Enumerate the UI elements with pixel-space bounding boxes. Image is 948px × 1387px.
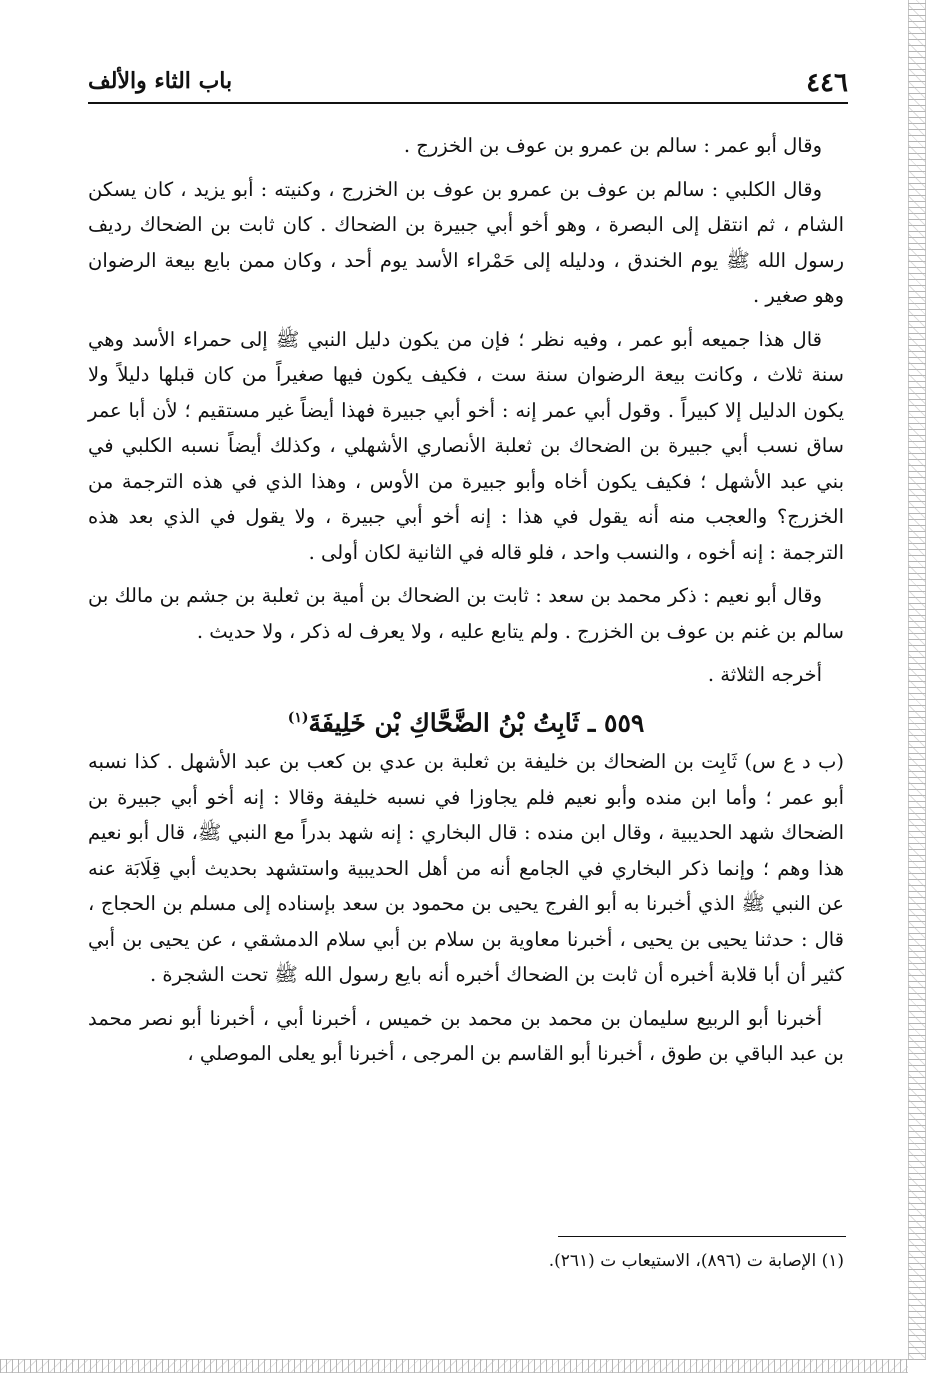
footnote-marker: (١)	[287, 709, 309, 726]
paragraph: وقال أبو نعيم : ذكر محمد بن سعد : ثابت بن الضحاك بن أمية بن ثعلبة بن جشم بن مالك بن سالم بن غنم بن عوف بن الخزرج . ولم يتابع عليه ، ولا يعرف له ذكر ، ولا حديث .	[88, 584, 844, 643]
main-text	[88, 128, 844, 1080]
paragraph: أخبرنا أبو الربيع سليمان بن محمد بن محمد بن خميس ، أخبرنا أبي ، أخبرنا أبو نصر محمد بن عبد الباقي بن طوق ، أخبرنا أبو القاسم بن المرجى ، أخبرنا أبو يعلى الموصلي ،	[88, 1006, 844, 1066]
chapter-title: باب الثاء والألف	[88, 68, 233, 94]
paragraph: (ب د ع س) ثَابِت بن الضحاك بن خليفة بن ثعلبة بن عدي بن كعب بن عبد الأشهل . كذا نسبه أبو عمر ؛ وأما ابن منده وأبو نعيم فلم يجاوزا في نسبه خليفة وقالا : إنه أخو أبي جبيرة بن الضحاك شهد الحديبية ، وقال ابن منده : قال البخاري : إنه شهد بدراً مع النبي ﷺ، قال أبو نعيم هذا وهم ؛ وإنما ذكر البخاري في الجامع أنه من أهل الحديبية واستشهد بحديث أبي قِلَابَة عنه عن النبي ﷺ الذي أخبرنا به أبو الفرج يحيى بن محمود بن سعد بإسناده إلى مسلم بن الحجاج ، قال : حدثنا يحيى بن يحيى ، أخبرنا معاوية بن سلام بن أبي سلام الدمشقي ، عن يحيى بن أبي كثير أن أبا قلابة أخبره أن ثابت بن الضحاك أخبره أنه بايع رسول الله ﷺ تحت الشجرة .	[88, 750, 844, 987]
paragraph: قال هذا جميعه أبو عمر ، وفيه نظر ؛ فإن من يكون دليل النبي ﷺ إلى حمراء الأسد وهي سنة ثلاث ، وكانت بيعة الرضوان سنة ست ، فكيف يكون فيها صغيراً من كان قبلها دليلاً ولا يكون الدليل إلا كبيراً . وقول أبي عمر إنه : أخو أبي جبيرة فهذا أيضاً غير مستقيم ؛ لأن أبا عمر ساق نسب أبي جبيرة بن الضحاك بن ثعلبة الأنصاري الأشهلي ، وكذلك أيضاً نسبه الكلبي في بني عبد الأشهل ؛ فكيف يكون أخاه وأبو جبيرة من الأوس ، وهذا الذي في هذه الترجمة من الخزرج؟ والعجب منه أنه يقول في هذا : إنه أخو أبي جبيرة ، ولا يقول في الذي بعد هذه الترجمة : إنه أخوه ، والنسب واحد ، فلو قاله في الثانية لكان أولى .	[88, 327, 844, 564]
entry-heading	[88, 701, 844, 741]
decorative-border-right	[908, 0, 926, 1360]
page-number: ٤٤٦	[806, 68, 848, 98]
footnote: (١) الإصابة ت (٨٩٦)، الاستيعاب ت (٢٦١).	[548, 1251, 844, 1271]
paragraph: وقال أبو عمر : سالم بن عمرو بن عوف بن الخزرج .	[403, 134, 822, 157]
page-header	[88, 66, 848, 104]
decorative-border-bottom	[0, 1359, 908, 1373]
paragraph: أخرجه الثلاثة .	[707, 663, 822, 686]
paragraph: وقال الكلبي : سالم بن عوف بن عمرو بن عوف بن الخزرج ، وكنيته : أبو يزيد ، كان يسكن الشام ، ثم انتقل إلى البصرة ، وهو أخو أبي جبيرة بن الضحاك . كان ثابت بن الضحاك رديف رسول الله ﷺ يوم الخندق ، ودليله إلى حَمْراء الأسد يوم أحد ، وكان ممن بايع بيعة الرضوان وهو صغير .	[88, 177, 844, 307]
footnote-divider	[558, 1236, 846, 1237]
entry-heading-text: ٥٥٩ ـ ثَابِتُ بْنُ الضَّحَّاكِ بْن خَلِيفَةَ	[308, 707, 645, 737]
